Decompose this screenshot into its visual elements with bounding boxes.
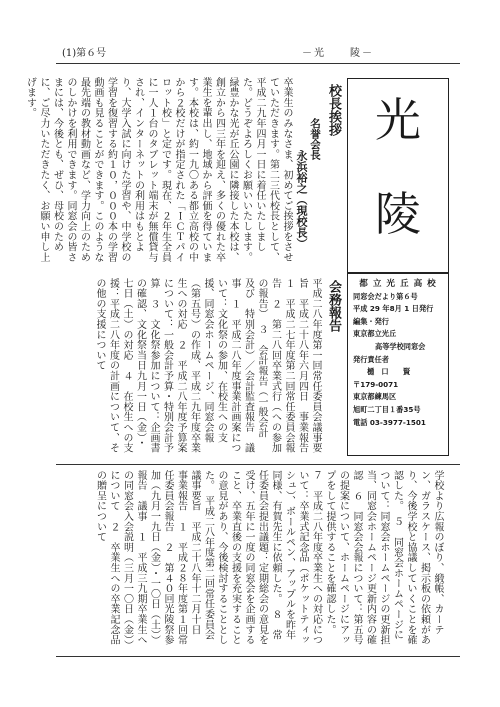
- report-line: ２ 卒業生への卒業記念品の贈呈について: [94, 470, 119, 646]
- header-rule: [56, 63, 460, 64]
- report-line: １ 平成二八年度事業計画案について：文化祭の参加、在校生への支援、同窓会ホームページ、同窓会報（第五号）の作成、平成二九年度卒業生への対応: [175, 278, 240, 454]
- page-header: [56, 44, 460, 60]
- report-line: ２ 第４０回光陵祭参加（九月一九日（金）・一〇日（土））報告: [135, 470, 173, 646]
- report-line: ３ 会計報告（一般会計 及び 特別会計）／会計監査報告: [242, 278, 267, 449]
- colophon-line: 高等学校同窓会: [375, 341, 426, 351]
- footer-rule: [56, 656, 460, 657]
- report-line: ７ 平成二八年度卒業生への対応について：卒業式記念品（ポケットティッシュ）、ボールペン、アップルを昨年同様、有賀先生に依頼した。: [270, 470, 322, 646]
- report-line: 事業報告: [175, 470, 187, 512]
- report-line: 平成二十八年十二月十日: [189, 521, 200, 635]
- masthead-char-1: 光: [375, 93, 421, 147]
- report-line: 事業報告: [296, 411, 308, 454]
- issue-number: (1)第６号: [62, 48, 107, 59]
- colophon-box: [347, 273, 449, 456]
- colophon-line: 樋 口 賢: [367, 367, 411, 377]
- colophon-line: 東京都練馬区: [353, 392, 397, 402]
- report-line: ５ 同窓会ホームページについて：同窓会ホームページの更新担当、同窓会ホームページ更新内容の確認: [351, 470, 403, 646]
- report-line: 平成二十八年六月四日: [296, 298, 308, 402]
- colophon-line: 東京都立光丘: [353, 329, 397, 339]
- greeting-heading: 校長挨拶: [326, 84, 341, 136]
- report-line: ６ 同窓会会報について：第五号の提案について、ホームページにアップをして提供することを確認した。: [324, 470, 362, 646]
- greeting-name: 永浜裕之（現校長）: [295, 150, 308, 249]
- report-line: ８ 常任委員会提出議題：定期総会の意見を受け、五年に一度の同窓会を企画すること、卒業直後の支援を充実することの意見があり、今後検討することとした。: [202, 470, 281, 646]
- newsletter-name: －光 陵－: [302, 48, 374, 59]
- report-line: １ 平成二七年度第二回常任委員会報告: [269, 278, 294, 454]
- report-line: １ 平成三九期卒業生への同窓会入会説明（三月一〇日（金））について: [108, 470, 146, 646]
- masthead: [347, 78, 449, 273]
- report-line: ３ 文化祭参加について：企画書の確認、文化祭当日九月一日（金）・七日（土）の対応: [121, 278, 159, 454]
- greeting-body: 卒業生のみなさま、初めてご挨拶をさせていただきます。第二三代校長として、平成二九年四月一日に着任いたしました。どうぞよろしくお願いいたします。緑豊かな光が丘公園に隣接した本校は、創立から四三年を迎え、多くの優れた卒業生を輩出し、地域から評価を得ています。本校は、約一九〇ある都立高校の中から２校だけが指定された「ＩＣＴパイロット校」と定です。現在、２年生全員に一人１台のタブレット端末が無償貸与され、インターネットの利用はもとより、大学入試に向けた学習や、中学校の学習を復習する約１０，０００本の学習動画も見ることができます。このような最先端の教材動画など、学力向上のためのしかけを利用できます。同窓会の皆さまには、今後とも、ぜひ、母校のために、ご尽力いただきたく、お願い申し上げます。: [24, 77, 292, 263]
- colophon-line: 〒179-0071: [353, 379, 399, 389]
- report-line: ２ 第二八回卒業式行（への参加の報告）: [256, 278, 281, 454]
- greeting-role: 名誉会長: [309, 118, 321, 160]
- report-line: ４ 在校生への支援：平成二八年度の計画について、その他の支援について: [94, 278, 132, 454]
- report-part-2: [66, 470, 444, 650]
- report-line: １ 平成２８年度第１回常任委員会報告: [162, 470, 187, 646]
- section-rule: [56, 464, 460, 465]
- colophon-line: 発行責任者: [353, 354, 389, 364]
- colophon-line: 都 立 光 丘 高 校: [359, 279, 437, 289]
- report-part-1: [66, 278, 322, 458]
- colophon-line: 同窓会だより第６号: [353, 291, 418, 301]
- report-heading: 会務報告: [326, 280, 341, 332]
- colophon-line: 平成 29 年8月 1 日発行: [353, 304, 434, 314]
- report-line: 平成二八年度第一回常任委員会議事要旨: [296, 278, 321, 454]
- report-line: 平成二八年度第二回常任委員会議事要旨: [189, 470, 214, 641]
- report-line: 議事: [229, 278, 254, 454]
- colophon-line: 編集・発行: [353, 316, 389, 326]
- report-line: ２ 平成二八年度予算案について：一般会計予算・特別会計予算: [148, 278, 186, 454]
- colophon-line: 旭町二丁目１番35号: [353, 404, 421, 414]
- report-line: 学校より広報のぼり、緞帳、カーテン、ガラスケース、掲示板の依頼があり、今後学校と協議していくことを確認した。: [391, 470, 443, 646]
- masthead-char-2: 陵: [375, 187, 421, 241]
- colophon-line: 電話 03-3977-1501: [353, 417, 426, 427]
- report-line: 議事: [135, 500, 146, 522]
